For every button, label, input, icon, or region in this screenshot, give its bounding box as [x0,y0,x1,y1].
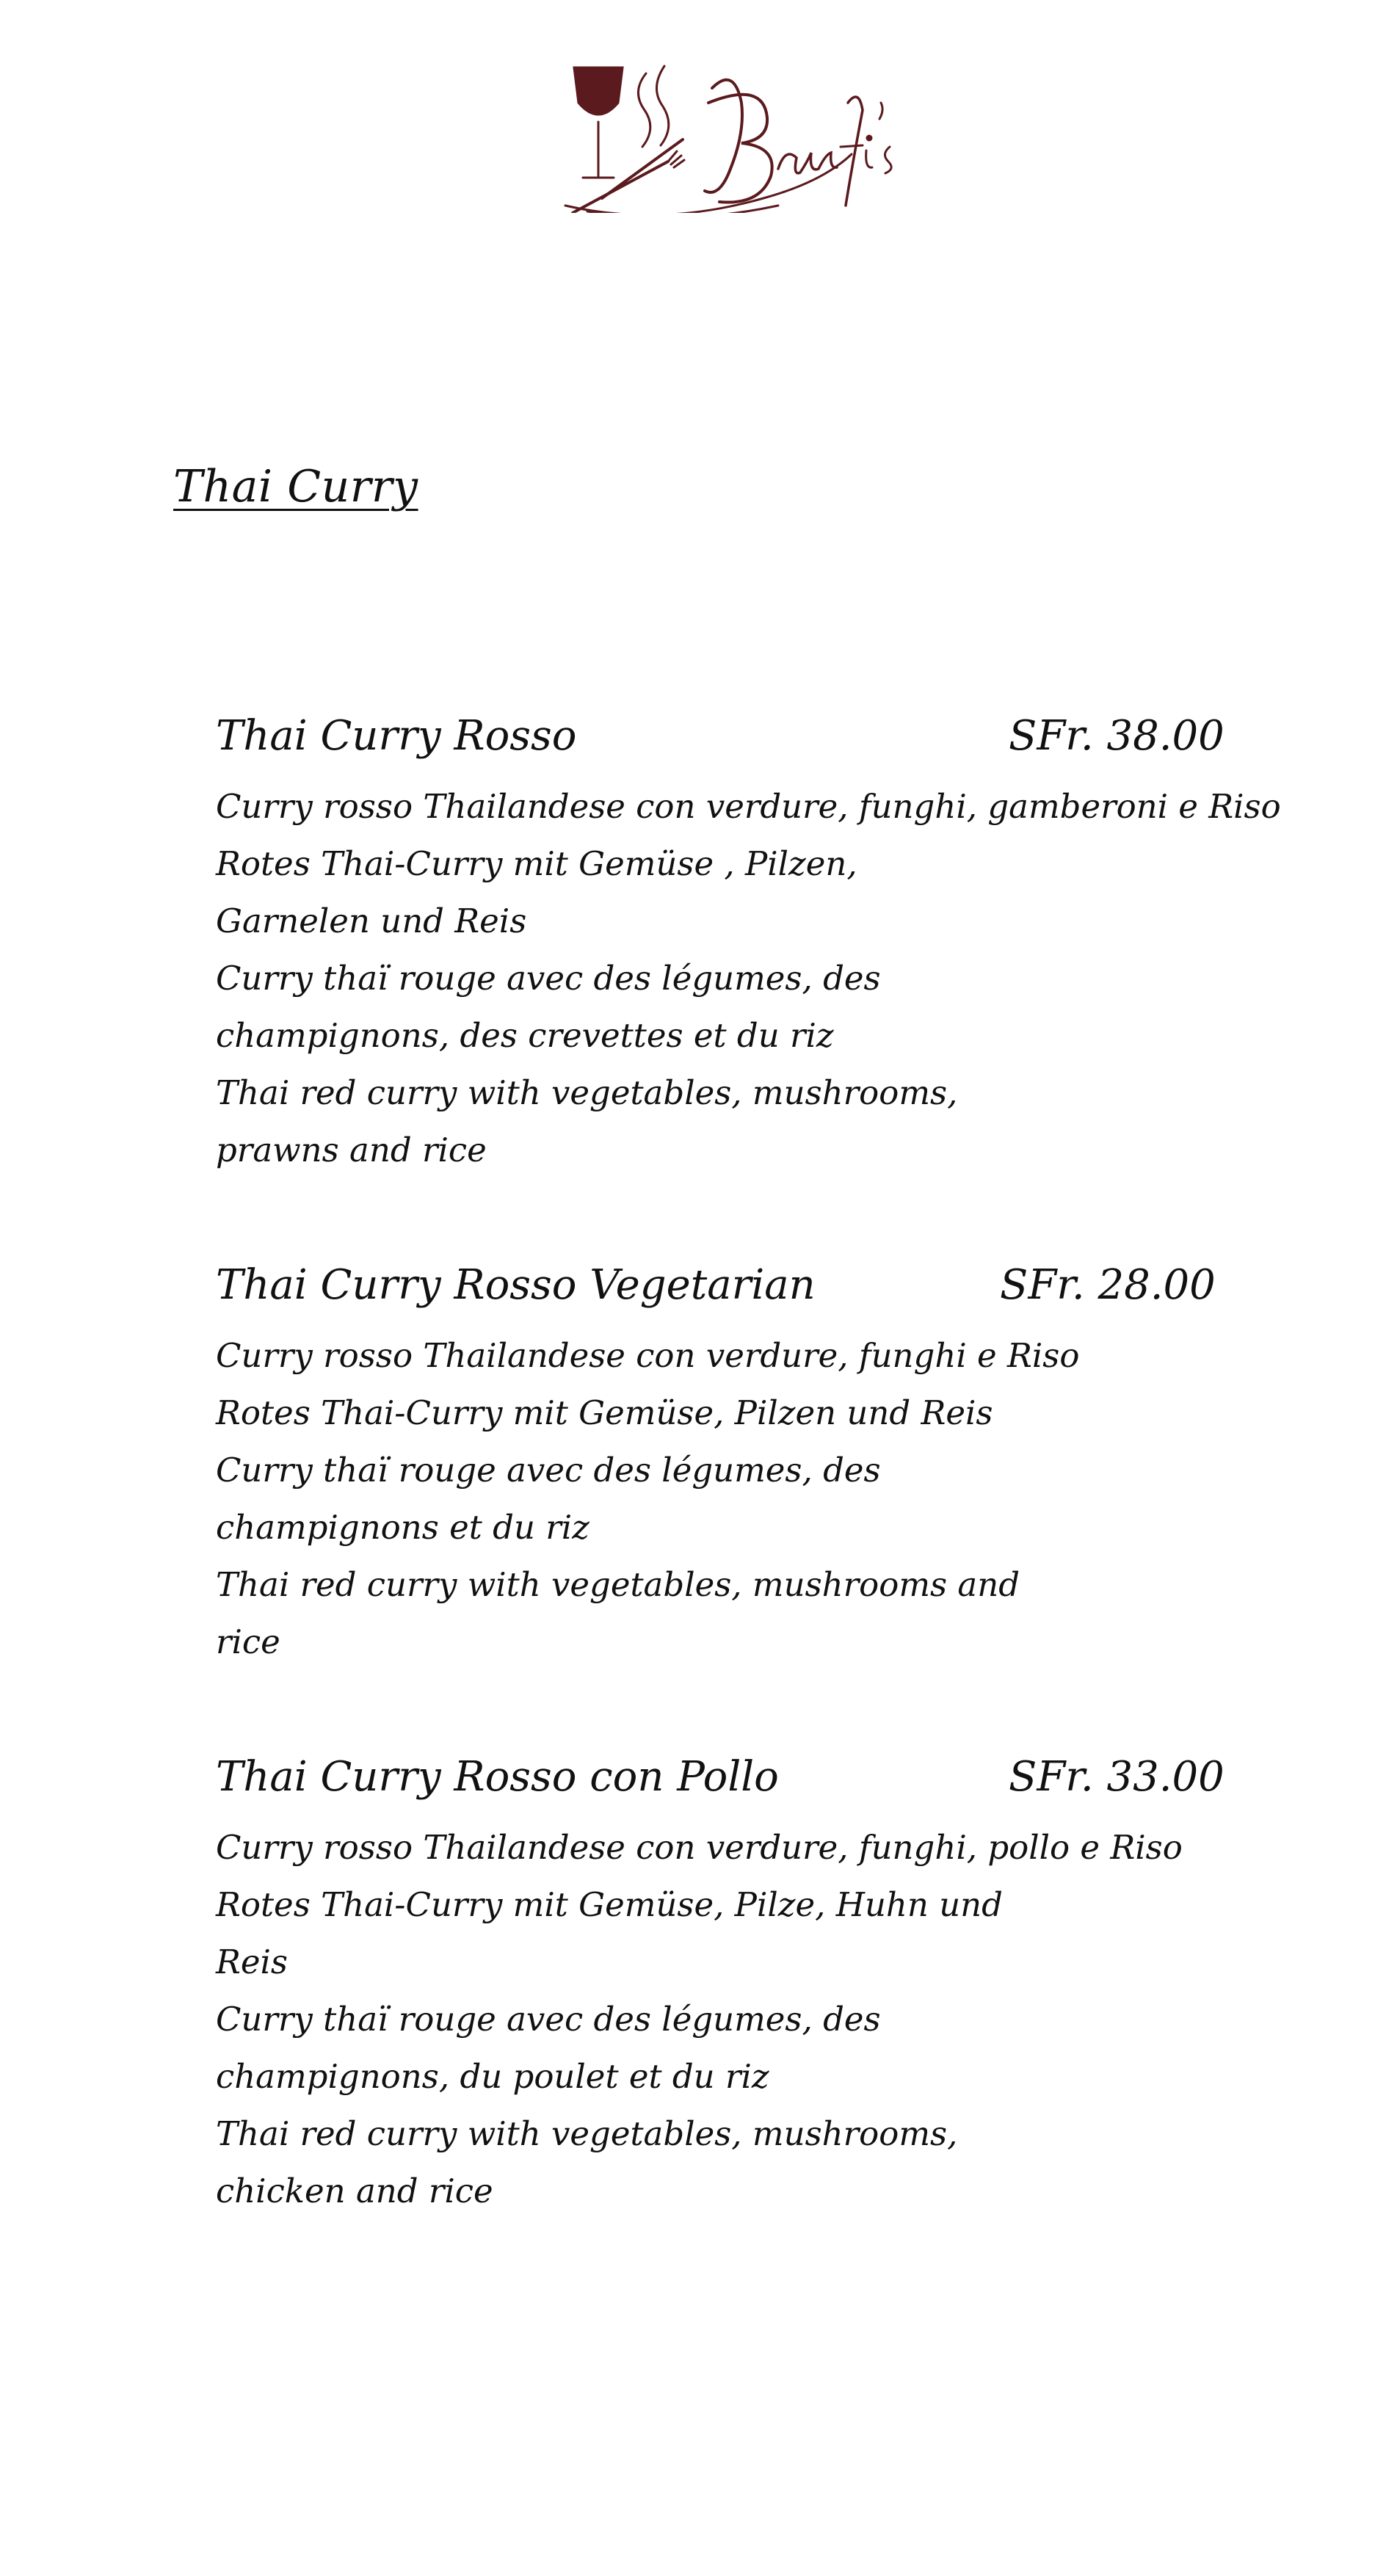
menu-item-description-line: champignons, des crevettes et du riz [216,1016,834,1055]
menu-item-description-line: Curry thaï rouge avec des légumes, des [216,959,881,998]
menu-item-description-line: Garnelen und Reis [216,901,527,940]
menu-item-description-line: Rotes Thai-Curry mit Gemüse, Pilze, Huhn und [216,1885,1003,1924]
menu-item-description-line: Rotes Thai-Curry mit Gemüse , Pilzen, [216,844,857,883]
menu-item-description-line: prawns and rice [216,1131,487,1169]
menu-item-description-line: Curry thaï rouge avec des légumes, des [216,1451,881,1490]
menu-item-description-line: Curry rosso Thailandese con verdure, funghi, gamberoni e Riso [216,787,1281,826]
menu-item-price: SFr. 28.00 [1000,1261,1216,1309]
menu-item-description-line: champignons et du riz [216,1508,589,1547]
menu-item-description-line: Thai red curry with vegetables, mushrooms, [216,2114,958,2153]
menu-item-description-line: rice [216,1622,280,1661]
wine-glass-and-cutlery-logo-icon [558,59,896,213]
menu-item-description-line: Curry rosso Thailandese con verdure, funghi e Riso [216,1336,1080,1375]
menu-item-description-line: chicken and rice [216,2172,493,2210]
menu-item-description-line: Reis [216,1942,288,1981]
menu-item-header [216,1261,1222,1327]
menu-item [216,1261,1222,1671]
menu-item-name: Thai Curry Rosso con Pollo [216,1753,779,1801]
menu-item [216,1753,1222,2220]
menu-item-description-line: Thai red curry with vegetables, mushrooms and [216,1565,1020,1604]
menu-item-header [216,712,1222,778]
menu-item-description-line: Rotes Thai-Curry mit Gemüse, Pilzen und Reis [216,1393,993,1432]
section-title: Thai Curry [173,461,418,512]
menu-item [216,712,1281,1179]
menu-item-header [216,1753,1222,1819]
menu-item-name: Thai Curry Rosso Vegetarian [216,1261,816,1309]
menu-item-description-line: Thai red curry with vegetables, mushrooms, [216,1073,958,1112]
menu-item-name: Thai Curry Rosso [216,712,577,760]
banfis-logo [558,59,896,213]
menu-item-description-line: champignons, du poulet et du riz [216,2057,769,2096]
menu-item-price: SFr. 33.00 [1009,1753,1224,1801]
menu-item-description-line: Curry rosso Thailandese con verdure, funghi, pollo e Riso [216,1828,1183,1867]
menu-item-description-line: Curry thaï rouge avec des légumes, des [216,2000,881,2039]
menu-item-price: SFr. 38.00 [1009,712,1224,760]
